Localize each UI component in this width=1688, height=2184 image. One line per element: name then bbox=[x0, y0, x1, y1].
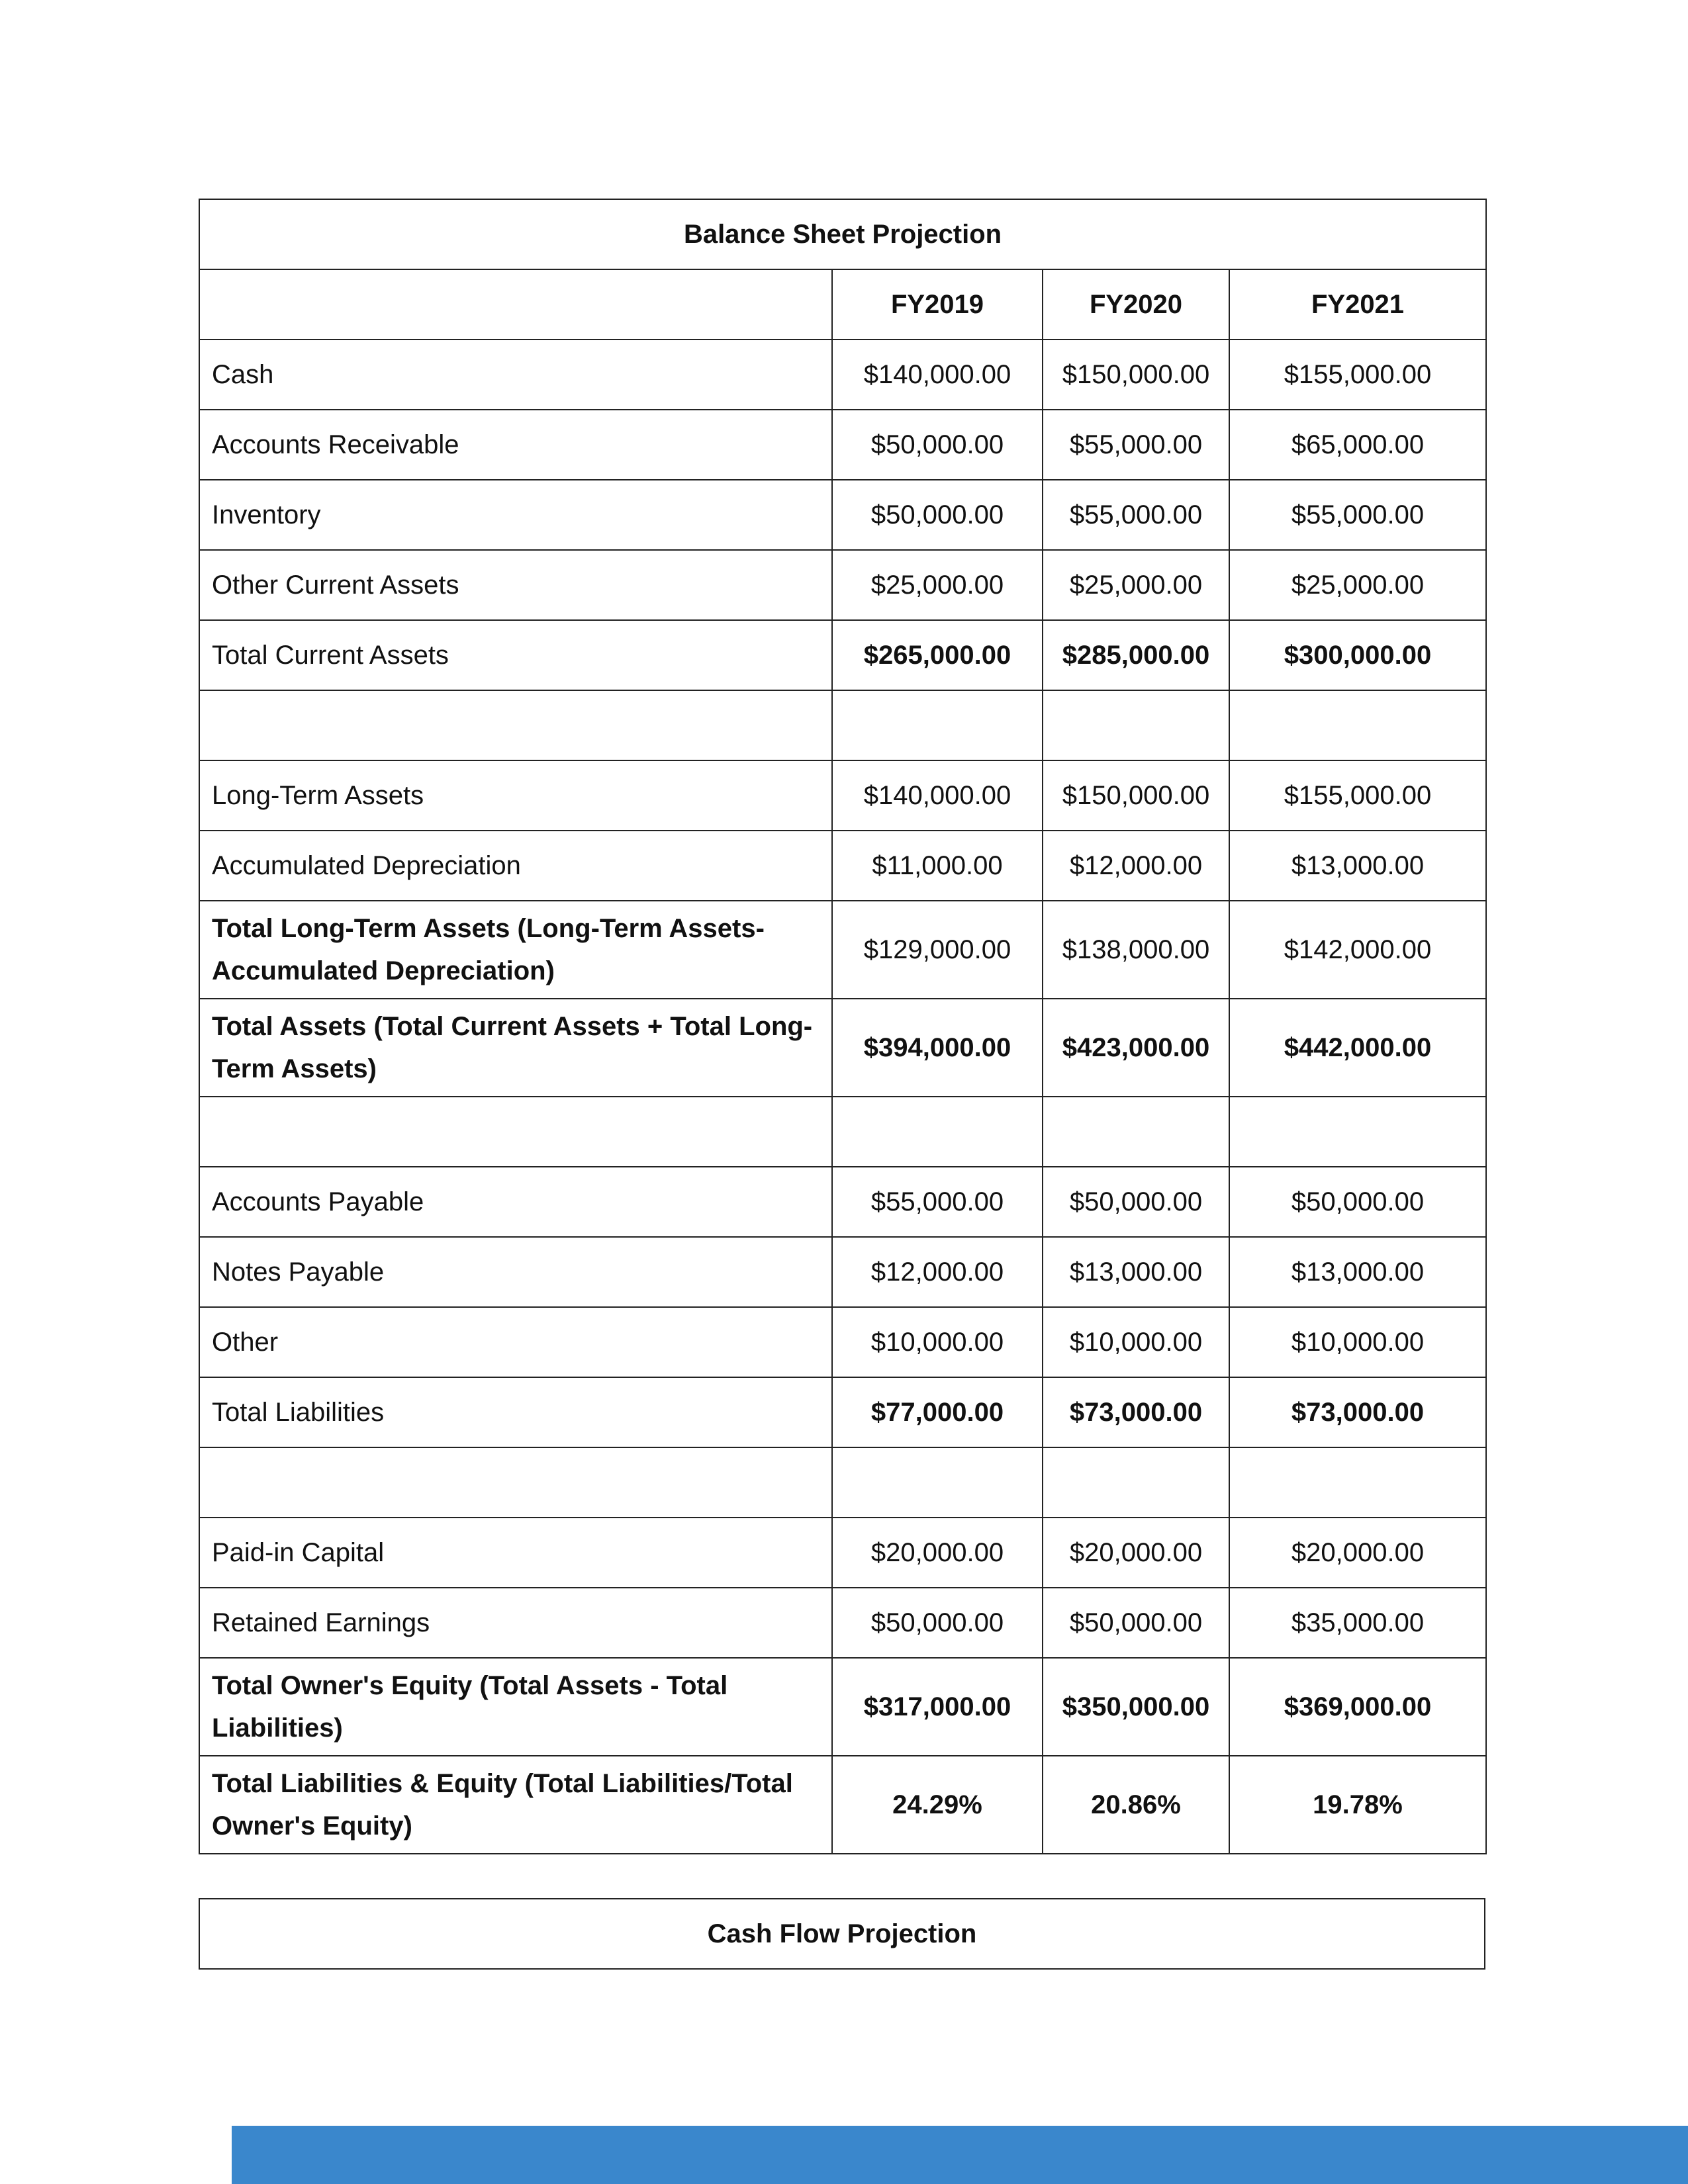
value-cell: $50,000.00 bbox=[832, 480, 1043, 550]
value-cell: $155,000.00 bbox=[1229, 340, 1486, 410]
total-value-cell: 19.78% bbox=[1229, 1756, 1486, 1854]
value-cell: $50,000.00 bbox=[832, 1588, 1043, 1658]
row-label: Accounts Payable bbox=[199, 1167, 832, 1237]
row-label: Accumulated Depreciation bbox=[199, 831, 832, 901]
table-row-long-term-assets bbox=[199, 760, 1486, 831]
header-blank-cell bbox=[199, 269, 832, 340]
row-label: Total Assets (Total Current Assets + Total Long-Term Assets) bbox=[199, 999, 832, 1097]
value-cell: $55,000.00 bbox=[1043, 480, 1229, 550]
table-row-notes-payable bbox=[199, 1237, 1486, 1307]
value-cell: $20,000.00 bbox=[1229, 1518, 1486, 1588]
total-value-cell: $73,000.00 bbox=[1229, 1377, 1486, 1447]
total-value-cell: $77,000.00 bbox=[832, 1377, 1043, 1447]
table-title-row bbox=[199, 199, 1486, 269]
total-value-cell: $300,000.00 bbox=[1229, 620, 1486, 690]
total-value-cell: $285,000.00 bbox=[1043, 620, 1229, 690]
value-cell: $150,000.00 bbox=[1043, 340, 1229, 410]
value-cell: $140,000.00 bbox=[832, 760, 1043, 831]
year-header: FY2021 bbox=[1229, 269, 1486, 340]
table-row-total-current-assets bbox=[199, 620, 1486, 690]
table-row-paid-in-capital bbox=[199, 1518, 1486, 1588]
total-value-cell: $265,000.00 bbox=[832, 620, 1043, 690]
total-value-cell: $350,000.00 bbox=[1043, 1658, 1229, 1756]
total-value-cell: $423,000.00 bbox=[1043, 999, 1229, 1097]
value-cell: $13,000.00 bbox=[1229, 1237, 1486, 1307]
value-cell: $20,000.00 bbox=[1043, 1518, 1229, 1588]
total-value-cell: 20.86% bbox=[1043, 1756, 1229, 1854]
total-value-cell: 24.29% bbox=[832, 1756, 1043, 1854]
value-cell: $150,000.00 bbox=[1043, 760, 1229, 831]
table-title-row bbox=[199, 1899, 1485, 1969]
total-value-cell: $394,000.00 bbox=[832, 999, 1043, 1097]
value-cell: $50,000.00 bbox=[1043, 1588, 1229, 1658]
row-label: Total Owner's Equity (Total Assets - Total Liabilities) bbox=[199, 1658, 832, 1756]
value-cell: $25,000.00 bbox=[1043, 550, 1229, 620]
spacer-row bbox=[199, 1097, 1486, 1167]
value-cell: $50,000.00 bbox=[832, 410, 1043, 480]
value-cell: $13,000.00 bbox=[1043, 1237, 1229, 1307]
cash-flow-table bbox=[199, 1898, 1485, 1970]
table-row-total-long-term-assets bbox=[199, 901, 1486, 999]
value-cell: $35,000.00 bbox=[1229, 1588, 1486, 1658]
value-cell: $25,000.00 bbox=[832, 550, 1043, 620]
value-cell: $10,000.00 bbox=[1043, 1307, 1229, 1377]
value-cell: $10,000.00 bbox=[1229, 1307, 1486, 1377]
value-cell: $55,000.00 bbox=[832, 1167, 1043, 1237]
table-row-retained-earnings bbox=[199, 1588, 1486, 1658]
total-value-cell: $369,000.00 bbox=[1229, 1658, 1486, 1756]
table-row-accounts-receivable bbox=[199, 410, 1486, 480]
value-cell: $50,000.00 bbox=[1043, 1167, 1229, 1237]
table-row-total-liabilities-equity bbox=[199, 1756, 1486, 1854]
value-cell: $25,000.00 bbox=[1229, 550, 1486, 620]
total-value-cell: $317,000.00 bbox=[832, 1658, 1043, 1756]
row-label: Total Long-Term Assets (Long-Term Assets-Accumulated Depreciation) bbox=[199, 901, 832, 999]
value-cell: $155,000.00 bbox=[1229, 760, 1486, 831]
row-label: Other bbox=[199, 1307, 832, 1377]
table-row-total-liabilities bbox=[199, 1377, 1486, 1447]
value-cell: $140,000.00 bbox=[832, 340, 1043, 410]
row-label: Inventory bbox=[199, 480, 832, 550]
value-cell: $129,000.00 bbox=[832, 901, 1043, 999]
cash-flow-title: Cash Flow Projection bbox=[199, 1899, 1485, 1969]
table-row-other bbox=[199, 1307, 1486, 1377]
table-row-accumulated-depreciation bbox=[199, 831, 1486, 901]
value-cell: $65,000.00 bbox=[1229, 410, 1486, 480]
row-label: Paid-in Capital bbox=[199, 1518, 832, 1588]
value-cell: $138,000.00 bbox=[1043, 901, 1229, 999]
value-cell: $20,000.00 bbox=[832, 1518, 1043, 1588]
spacer-row bbox=[199, 1447, 1486, 1518]
table-row-total-assets bbox=[199, 999, 1486, 1097]
year-header: FY2020 bbox=[1043, 269, 1229, 340]
table-title: Balance Sheet Projection bbox=[199, 199, 1486, 269]
balance-sheet-table bbox=[199, 199, 1487, 1854]
row-label: Other Current Assets bbox=[199, 550, 832, 620]
value-cell: $55,000.00 bbox=[1229, 480, 1486, 550]
year-header: FY2019 bbox=[832, 269, 1043, 340]
row-label: Total Liabilities & Equity (Total Liabilities/Total Owner's Equity) bbox=[199, 1756, 832, 1854]
table-row-inventory bbox=[199, 480, 1486, 550]
footer-accent-bar bbox=[232, 2126, 1688, 2184]
value-cell: $13,000.00 bbox=[1229, 831, 1486, 901]
row-label: Cash bbox=[199, 340, 832, 410]
table-row-accounts-payable bbox=[199, 1167, 1486, 1237]
table-row-other-current-assets bbox=[199, 550, 1486, 620]
row-label: Long-Term Assets bbox=[199, 760, 832, 831]
row-label: Total Current Assets bbox=[199, 620, 832, 690]
table-row-cash bbox=[199, 340, 1486, 410]
value-cell: $12,000.00 bbox=[1043, 831, 1229, 901]
header-row bbox=[199, 269, 1486, 340]
total-value-cell: $73,000.00 bbox=[1043, 1377, 1229, 1447]
value-cell: $142,000.00 bbox=[1229, 901, 1486, 999]
spacer-row bbox=[199, 690, 1486, 760]
table-row-total-owners-equity bbox=[199, 1658, 1486, 1756]
row-label: Notes Payable bbox=[199, 1237, 832, 1307]
value-cell: $12,000.00 bbox=[832, 1237, 1043, 1307]
row-label: Retained Earnings bbox=[199, 1588, 832, 1658]
row-label: Total Liabilities bbox=[199, 1377, 832, 1447]
value-cell: $50,000.00 bbox=[1229, 1167, 1486, 1237]
value-cell: $11,000.00 bbox=[832, 831, 1043, 901]
total-value-cell: $442,000.00 bbox=[1229, 999, 1486, 1097]
value-cell: $10,000.00 bbox=[832, 1307, 1043, 1377]
row-label: Accounts Receivable bbox=[199, 410, 832, 480]
value-cell: $55,000.00 bbox=[1043, 410, 1229, 480]
